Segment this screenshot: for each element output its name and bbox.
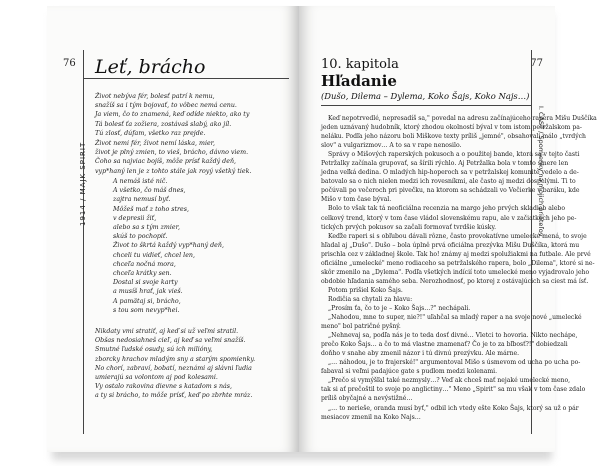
left-page — [47, 6, 300, 452]
paragraph-line: celkový trend, ktorý v tom čase vládol slovenskému rapu, ale v začiatkoch jeho pe- — [321, 214, 577, 222]
lyric-line: No chorí, zabraví, bobatí, neznámi aj slávni ľudia — [95, 364, 252, 372]
paragraph-line: skôr zmenilo na „Dylema". Podľa všetkých indícií toto umelecké meno vyjadrovalo jeho — [321, 268, 590, 276]
lyric-line: a ty si brácho, to môže prísť, keď po zbrhte mráz. — [95, 392, 253, 400]
paragraph-line: tak si ať prečoštil to svoje po anglictiny…" Meno „Spirit" sa mu však v tom čase zdalo — [321, 386, 586, 394]
lyric-line: Život nebýva fér, bolesť patrí k nemu, — [95, 93, 215, 100]
paragraph-line: doňho v snahe aby zmenil názor i tú divnú prezývku. Ale márne. — [321, 350, 520, 358]
stanza — [95, 139, 295, 176]
paragraph-line: neláku. Podľa jeho názoru boli Miškove texty príliš „jemné", obsahovali málo „tvrdých — [321, 133, 586, 141]
lyric-line: v depresii žiť, — [113, 214, 157, 222]
stanza — [95, 327, 295, 401]
lyric-line: snažíš sa i tým bojovať, to vôbec nemá cenu. — [95, 102, 237, 110]
chapter-label: 10. kapitola — [321, 57, 399, 72]
paragraph-line: „Prosím ťa, čo to je – Koko Šajs…?" nechápali. — [328, 304, 471, 312]
paragraph-line: „… náhodou, je to frajerské!" argumentoval Mišo s úsmevom od ucha po ucha po- — [328, 359, 581, 367]
paragraph-line: prečo Koko Šajs… a čo to má vlastne znamenať? Čo je to za bľbosť?!" dobiedzali — [321, 341, 568, 349]
lyric-line: Ja viem, čo to znamená, keď odíde niekto, ako ty — [95, 111, 250, 119]
paragraph-line: Správy o Mišových raperských pokusoch a o použitej bande, ktorá sa v tejto časti — [328, 151, 580, 159]
left-header-rule — [83, 78, 289, 79]
chapter-subtitle: (Dušo, Dilema – Dylema, Koko Šajs, Koko Najs…) — [321, 91, 530, 101]
paragraph-line: Rodičia sa chytali za hlavu: — [328, 295, 413, 303]
lyric-line: vyp*haný len je z tohto stále jak royý všetký tiek. — [95, 167, 252, 175]
paragraph-line: príliš obyčajné a nevýstižné… — [321, 395, 413, 403]
paragraph-line: Bolo to však tak tá neoficiálna recenzia na margo jeho prvých skladieb alebo — [328, 205, 565, 213]
paragraph-line: počúvali po večeroch pri pivečku, na ktorom sa schádzali vo Večierke v baráku, kde — [321, 187, 580, 195]
paragraph-line: oficiálne „umelecké" meno rodiaceho sa petržalského rapera, bolo „Dilema", ktoré si ne- — [321, 259, 595, 267]
left-running-head — [69, 106, 87, 226]
lyric-line: Dostal si svoje karty — [113, 279, 178, 287]
paragraph-line: slov" a vulgarizmov… A to sa v rape nenosilo. — [321, 142, 462, 150]
stanza — [113, 177, 313, 315]
paragraph-line: Petržalky začínala grupovať, sa šírili rýchlo. Aj Petržalka bola v tomto smere len — [321, 160, 569, 168]
paragraph-line: jeden uznávaný hudobník, ktorý zhodou okolností býval v tom istom petržalskom pa- — [321, 124, 582, 132]
paragraph-line: Potom prišiel Koko Šajs. — [328, 286, 403, 294]
left-page-number: 76 — [63, 58, 76, 69]
paragraph-line: fabaval si veľmi padajúce gate s pudlom medzi kolenami. — [321, 368, 498, 376]
paragraph-line: prischla cez v základnej škole. Tak ho! známy aj medzi spolužiakmi na futbale. Ale prvé — [321, 250, 591, 258]
lyric-line: Nikdaty vmi stratiť, aj keď si už veľmi stratil. — [95, 328, 239, 335]
paragraph-line: mesiacov zmenil na Koko Najs… — [321, 413, 421, 421]
lyric-line: Život to škrtá každý vyp*haný deň, — [113, 242, 224, 250]
lyric-line: chceľa krátky sen. — [113, 270, 172, 278]
paragraph-line: meno" bol patričné pyšný. — [321, 323, 401, 331]
lyric-line: Čoho sa najviac bojíš, môže prísť každý deň, — [95, 158, 237, 166]
paragraph-line: Keďže raperi si s obľubou dávali rôzne, často provokatívne umelecké mená, to svoje — [328, 232, 587, 240]
lyric-line: alebo sa s tým zmier, — [113, 224, 180, 232]
lyric-line: a musíš hrať, jak vieš. — [113, 288, 183, 296]
stanza — [95, 92, 295, 138]
paragraph-line: Mišo v tom čase býval. — [321, 196, 392, 204]
paragraph-line: „Nehnevaj sa, podľa nás je to teda dosť divné… Vletci to hovoria. Nikto nechápe, — [328, 332, 578, 340]
lyric-line: Obšas nedosiahneš cieľ, aj keď sa veľmi snažíš. — [95, 337, 246, 345]
right-page — [299, 6, 597, 452]
lyric-line: Život nemi fér, život nemí láska, mier, — [95, 140, 215, 147]
lyric-line: Tú zlosť, dúfam, všetko raz prejde. — [95, 129, 206, 137]
paragraph-line: hľadal aj „Dušo". Dušo – bola úplně prvá oficiálna prezývka Mišu Duščíka, ktorá mu — [321, 241, 580, 249]
right-page-number: 77 — [530, 58, 543, 69]
lyric-line: Tá bolesť ťa zožiera, zostávaš slabý, ako jíl. — [95, 120, 232, 128]
open-book — [47, 6, 597, 456]
lyric-line: s tou som nevyp*hei. — [113, 306, 180, 314]
paragraph-line: jedna veľká dedina. O mladých hip-hoperoch sa v petržalskej komunite vedelo a de- — [321, 169, 579, 177]
song-title: Leť, brácho — [95, 56, 206, 78]
lyric-line: Smutné ľudské osudy, sú ich milióny, — [95, 346, 213, 354]
lyric-line: umierajú sa volontom aj pod kolesami. — [95, 374, 218, 382]
lyric-line: život je plný zmien, to vieš, brácho, dávno viem. — [95, 149, 249, 157]
paragraph-line: „… to nerieše, oranda musí byť," odbil ich vtedy ešte Koko Šajs, ktorý sa už o pár — [328, 404, 579, 412]
lyric-line: A pamätaj si, brácho, — [113, 297, 181, 305]
left-margin-rule — [83, 50, 84, 434]
lyric-line: skúš to pochopiť. — [113, 233, 168, 241]
paragraph-line: tických prvých pokusov sa začali formovať tvrdšie kúsky. — [321, 223, 497, 231]
lyric-line: Vy ostalo rakovina dievne s katadom s nás, — [95, 383, 232, 391]
lyric-line: A nemáš isté nič. — [113, 178, 168, 185]
lyric-line: chceli tu vidieť, chcel len, — [113, 251, 195, 259]
paragraph-line: Keď nepotrvedlé, nepresadíš sa," povedal na adresu začínajúceho rapera Mišu Duščíka — [328, 115, 597, 122]
chapter-title: Hľadanie — [321, 72, 397, 90]
lyric-line: zajtra nemusí byť. — [113, 196, 171, 204]
chapter-rule — [321, 105, 531, 106]
right-running-head-text: I. ČASŤ / Spomienky na mojich priateľov — [537, 106, 545, 237]
lyric-line: A všetko, čo máš dnes, — [113, 187, 186, 195]
paragraph-line: batovalo sa o nich nielen medzi ich rovesníkmi, ale často aj medzi dospelými. Ti to — [321, 178, 576, 186]
lyric-line: zborcky hrachov mladým sny a starým spomienky. — [95, 355, 256, 363]
lyric-line: Môžeš mať z toho stres, — [113, 205, 189, 213]
paragraph-line: „Nahodou, mne to super, nie?!" uľahčal sa mladý raper a na svoje nové „umelecké — [328, 314, 582, 322]
left-running-head-text: 1914 / MAJK SPIRIT — [79, 141, 87, 226]
paragraph-line: obdobie hľadania samého seba. Nerozhodnosť, po ktorej z ostávajúcich sa ciest má ísť. — [321, 277, 589, 285]
lyric-line: chceľa nočná mora, — [113, 260, 176, 268]
paragraph-line: „Prečo si vymýšľal také nezmysly…? Veď ak chceš mať nejaké umelecké meno, — [328, 377, 571, 385]
